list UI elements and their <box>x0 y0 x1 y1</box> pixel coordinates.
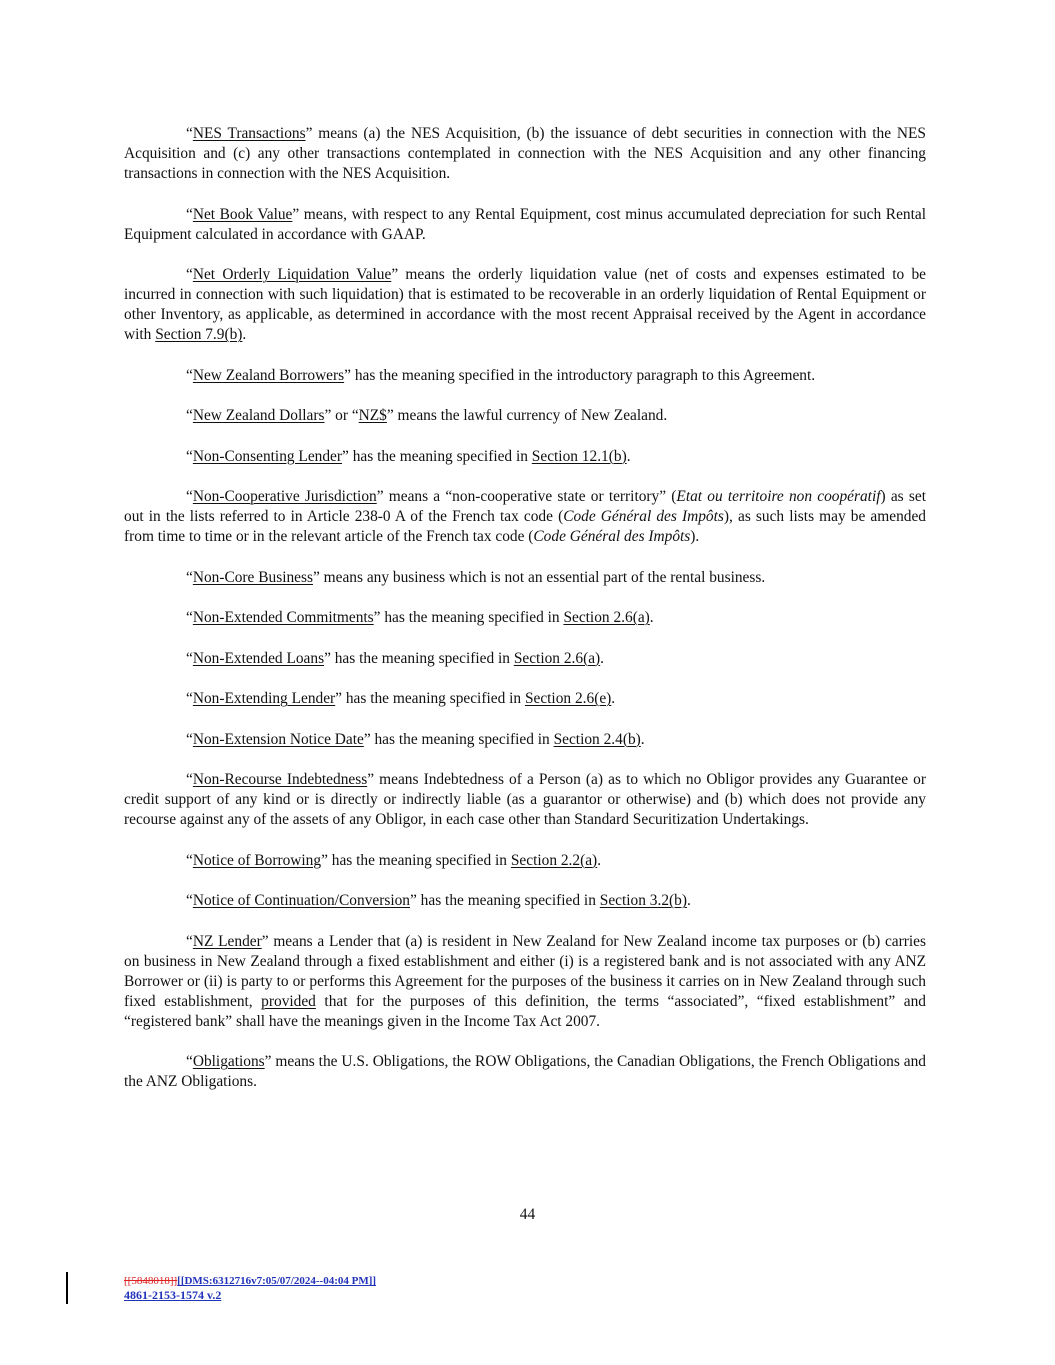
defined-term: Non-Extended Loans <box>192 649 325 667</box>
definition-text: ” means Indebtedness of a Person (a) as to which no Obligor provides any Guarantee or credit support of any kind or is directly or indirectly liable (as a guarantor or otherwise) and (b) which does not provide any recourse against any of the assets of any Obligor, in each case other than Standard Securitization Undertakings. <box>124 771 926 828</box>
defined-term: NZ Lender <box>192 932 262 950</box>
definition-text: . <box>242 326 247 343</box>
definition-nzd <box>124 406 926 426</box>
definition-text: . <box>686 892 691 909</box>
definition-nel <box>124 649 926 669</box>
page-number: 44 <box>519 1206 536 1223</box>
defined-term: Non-Recourse Indebtedness <box>192 771 368 788</box>
definition-text: “ <box>186 366 193 384</box>
definition-text: ” has the meaning specified in the introductory paragraph to this Agreement. <box>344 366 816 384</box>
definition-nri <box>124 770 926 830</box>
footer-dms-id: [[DMS:6312716v7:05/07/2024--04:04 PM]] <box>177 1275 377 1287</box>
defined-term: Notice of Borrowing <box>192 851 322 869</box>
definition-text: . <box>597 851 602 869</box>
definition-text: “ <box>186 205 193 223</box>
definition-text: “ <box>186 892 193 909</box>
definition-ncj <box>124 487 926 547</box>
definition-ncc <box>124 891 926 911</box>
definition-text: . <box>640 730 645 748</box>
definition-text: “ <box>186 447 193 465</box>
definition-nolv <box>124 265 926 345</box>
definition-text: ” has the meaning specified in <box>363 730 554 748</box>
defined-term: Section 2.6(e) <box>524 690 612 707</box>
definition-nzb <box>124 366 926 386</box>
definition-text: ) as set out in the lists referred to in Article 238-0 A of the French tax code ( <box>124 488 926 525</box>
defined-term: Net Orderly Liquidation Value <box>192 266 392 283</box>
definition-text: “ <box>186 771 193 788</box>
definition-text: “ <box>186 609 193 626</box>
definition-nbv <box>124 205 926 245</box>
definition-nes <box>124 124 926 184</box>
definition-ncb <box>124 568 926 588</box>
definition-ncl <box>124 447 926 467</box>
definition-text: “ <box>186 568 193 586</box>
definition-text: “ <box>186 730 193 748</box>
definition-text: “ <box>186 932 193 950</box>
definition-nzl <box>124 932 926 1032</box>
definition-text: ” has the meaning specified in <box>410 892 600 909</box>
change-bar <box>66 1272 68 1304</box>
definition-text: ” has the meaning specified in <box>342 447 532 465</box>
definition-text: ” has the meaning specified in <box>324 649 514 667</box>
defined-term: Section 2.2(a) <box>510 851 598 869</box>
defined-term: Obligations <box>192 1053 265 1070</box>
definition-text: “ <box>186 649 193 667</box>
definition-text: “ <box>186 125 193 142</box>
definition-text: ” means any business which is not an essential part of the rental business. <box>312 568 766 586</box>
italic-text: Code Général des Impôts <box>563 508 724 525</box>
definition-text: “ <box>186 690 193 707</box>
defined-term: Section 3.2(b) <box>599 892 687 909</box>
definition-text: ” means (a) the NES Acquisition, (b) the issuance of debt securities in connection with the NES Acquisition and (c) any other transactions contemplated in connection with the NES Acquisition and any other financing transactions in connection with the NES Acquisition. <box>124 125 926 182</box>
defined-term: New Zealand Borrowers <box>192 366 345 384</box>
definitions-body <box>124 124 926 1113</box>
italic-text: Code Général des Impôts <box>533 528 691 545</box>
defined-term: Notice of Continuation/Conversion <box>192 892 410 909</box>
definition-text: ), as such lists may be amended from time to time or in the relevant article of the French tax code ( <box>124 508 926 545</box>
definition-text: ” means a Lender that (a) is resident in New Zealand for New Zealand income tax purposes or (b) carries on business in New Zealand through a fixed establishment and either (i) is a registered bank and is not associated with any ANZ Borrower or (ii) is party to or performs this Agreement for the purposes of the business it carries on in New Zealand through such fixed establishment, <box>124 932 926 1010</box>
definition-text: ” means the U.S. Obligations, the ROW Obligations, the Canadian Obligations, the French Obligations and the ANZ Obligations. <box>124 1053 926 1090</box>
definition-text: “ <box>186 407 193 424</box>
defined-term: Section 12.1(b) <box>531 447 627 465</box>
definition-text: . <box>611 690 616 707</box>
document-footer <box>124 1274 376 1302</box>
defined-term: Net Book Value <box>192 205 293 223</box>
definition-text: ” means, with respect to any Rental Equipment, cost minus accumulated depreciation for such Rental Equipment calculated in accordance with GAAP. <box>124 205 926 243</box>
defined-term: NES Transactions <box>192 125 306 142</box>
definition-text: . <box>649 609 654 626</box>
defined-term: provided <box>261 992 316 1010</box>
definition-text: “ <box>186 1053 193 1070</box>
definition-text: ” or “ <box>324 407 359 424</box>
defined-term: NZ$ <box>358 407 387 424</box>
definition-nec <box>124 608 926 628</box>
definition-text: . <box>600 649 605 667</box>
defined-term: Non-Core Business <box>192 568 313 586</box>
defined-term: Non-Consenting Lender <box>192 447 343 465</box>
defined-term: Section 2.6(a) <box>513 649 601 667</box>
definition-text: . <box>626 447 631 465</box>
footer-deleted-id: [[5848018]] <box>124 1275 178 1287</box>
definition-text: ” means a “non-cooperative state or territory” ( <box>376 488 677 505</box>
definition-text: ” has the meaning specified in <box>335 690 525 707</box>
definition-obl <box>124 1052 926 1092</box>
defined-term: Section 2.6(a) <box>563 609 650 626</box>
definition-text: ). <box>690 528 700 545</box>
definition-text: “ <box>186 266 193 283</box>
defined-term: Non-Cooperative Jurisdiction <box>192 488 377 505</box>
definition-text: ” has the meaning specified in <box>321 851 511 869</box>
definition-text: “ <box>186 488 193 505</box>
defined-term: Non-Extension Notice Date <box>192 730 364 748</box>
defined-term: Non-Extending Lender <box>192 690 336 707</box>
definition-text: ” means the orderly liquidation value (net of costs and expenses estimated to be incurred in connection with such liquidation) that is estimated to be recoverable in an orderly liquidation of Rental Equipment or other Inventory, as applicable, as determined in accordance with the most recent Appraisal received by the Agent in accordance with <box>124 266 926 343</box>
footer-doc-number: 4861-2153-1574 v.2 <box>124 1288 222 1302</box>
defined-term: New Zealand Dollars <box>192 407 325 424</box>
definition-text: ” means the lawful currency of New Zealand. <box>386 407 668 424</box>
definition-text: that for the purposes of this definition, the terms “associated”, “fixed establishment” and “registered bank” shall have the meanings given in the Income Tax Act 2007. <box>124 992 926 1030</box>
defined-term: Non-Extended Commitments <box>192 609 374 626</box>
italic-text: Etat ou territoire non coopératif <box>676 488 881 505</box>
defined-term: Section 7.9(b) <box>155 326 243 343</box>
definition-text: “ <box>186 851 193 869</box>
footer-line-1 <box>124 1274 376 1288</box>
defined-term: Section 2.4(b) <box>553 730 641 748</box>
definition-text: ” has the meaning specified in <box>373 609 564 626</box>
definition-nexl <box>124 689 926 709</box>
definition-nend <box>124 730 926 750</box>
definition-nob <box>124 851 926 871</box>
